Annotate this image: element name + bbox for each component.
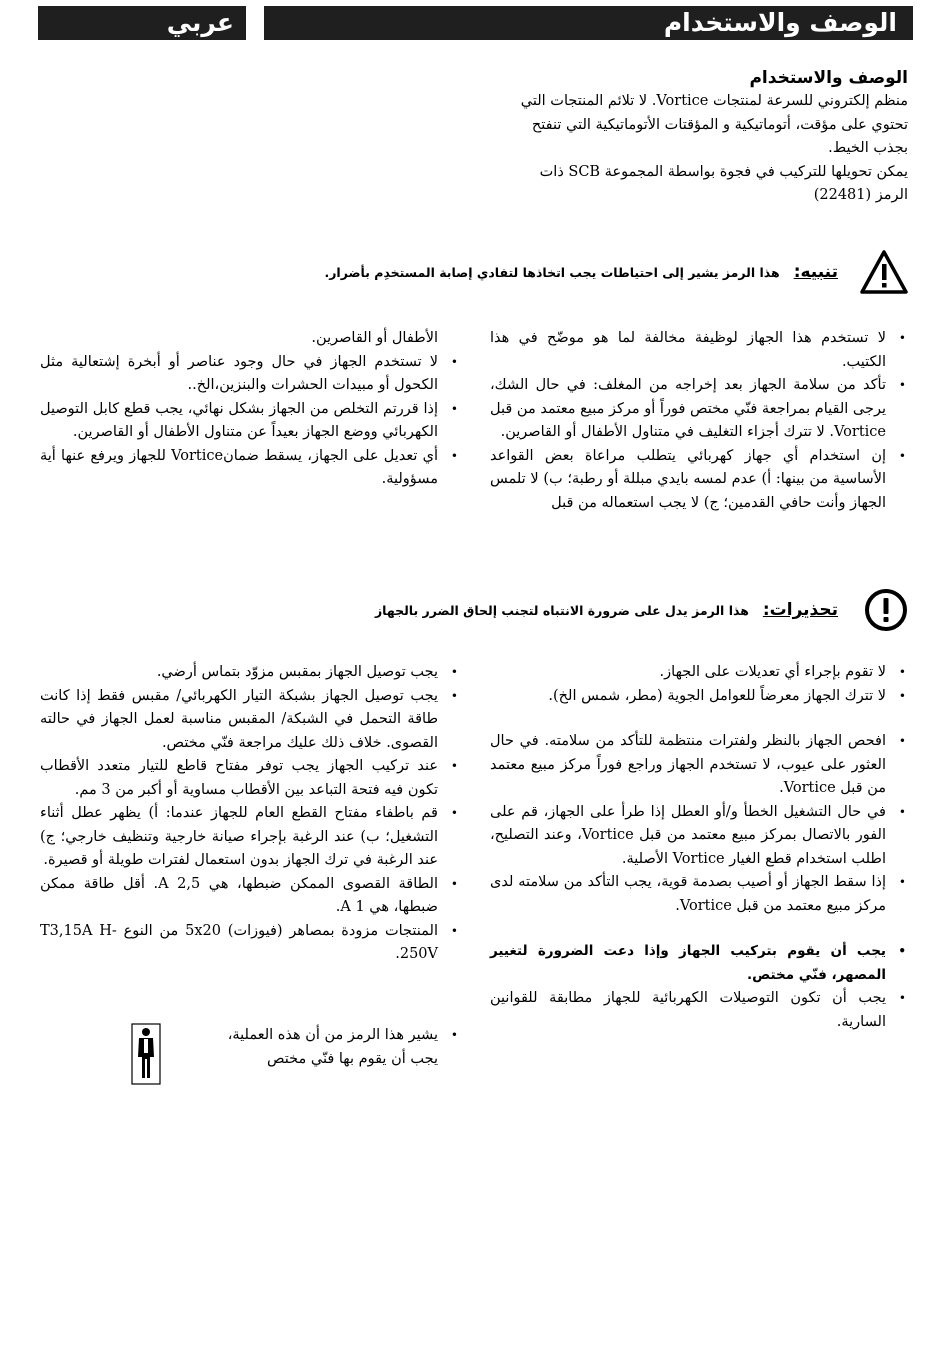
language-label: عربي bbox=[166, 8, 234, 37]
list-item: • لا تستخدم هذا الجهاز لوظيفة مخالفة لما هو موضّح في هذا الكتيب. bbox=[490, 327, 886, 374]
intro-line: بجذب الخيط. bbox=[828, 140, 908, 156]
warning-column-right bbox=[490, 661, 908, 1034]
warning-column-left bbox=[40, 661, 460, 967]
list-item: • لا تقوم بإجراء أي تعديلات على الجهاز. bbox=[490, 661, 886, 685]
intro-title: الوصف والاستخدام bbox=[749, 68, 908, 88]
section-header bbox=[264, 6, 913, 40]
list-item: • افحص الجهاز بالنظر ولفترات منتظمة للتأكد من سلامته. في حال العثور على عيوب، لا تستخدم الجهاز وراجع فوراً مركز مبيع معتمد من قبل Vortice. bbox=[490, 730, 886, 801]
technician-icon bbox=[131, 1023, 161, 1085]
list-item: • يجب توصيل الجهاز بمقبس مزوّد بتماس أرضي. bbox=[40, 661, 438, 685]
warning-line bbox=[375, 600, 838, 620]
list-item: • عند تركيب الجهاز يجب توفر مفتاح قاطع للتيار متعدد الأقطاب تكون فيه فتحة التباعد بين الأقطاب مساوية أو أكبر من 3 مم. bbox=[40, 755, 438, 802]
technician-note-line: • يشير هذا الرمز من أن هذه العملية، bbox=[210, 1024, 438, 1048]
warning-text: هذا الرمز يدل على ضرورة الانتباه لتجنب إلحاق الضرر بالجهاز bbox=[374, 603, 749, 618]
intro-line: تحتوي على مؤقت، أتوماتيكية و المؤقتات الأتوماتيكية التي تنفتح bbox=[531, 116, 908, 133]
list-item: • إن استخدام أي جهاز كهربائي يتطلب مراعاة بعض القواعد الأساسية من بينها: أ) عدم لمسه بايدي مبللة أو رطبة؛ ب) لا تلمس الجهاز وأنت حافي القدمين؛ ج) لا يجب استعماله من قبل bbox=[490, 445, 886, 516]
list-item: • إذا قررتم التخلص من الجهاز بشكل نهائي، يجب قطع كابل التوصيل الكهربائي ووضع الجهاز بعيداً عن متناول الأطفال أو القاصرين. bbox=[40, 398, 438, 445]
warning-label: تحذيرات: bbox=[762, 600, 838, 620]
caution-text: هذا الرمز يشير إلى احتياطات يجب اتخاذها لتفادي إصابة المستخدِم بأضرار. bbox=[324, 265, 780, 280]
list-item: • أي تعديل على الجهاز، يسقط ضمانVortice للجهاز ويرفع عنها أية مسؤولية. bbox=[40, 445, 438, 492]
list-item: • الطاقة القصوى الممكن ضبطها، هي A 2,5. أقل طاقة ممكن ضبطها، هي A 1. bbox=[40, 873, 438, 920]
intro-line: الرمز (22481) bbox=[813, 187, 908, 203]
list-item: الأطفال أو القاصرين. bbox=[311, 330, 438, 346]
list-item: • يجب أن تكون التوصيلات الكهربائية للجهاز مطابقة للقوانين السارية. bbox=[490, 987, 886, 1034]
list-item: • يجب توصيل الجهاز بشبكة التيار الكهربائي/ مقبس فقط إذا كانت طاقة التحمل في الشبكة/ المقبس مناسبة لعمل الجهاز في حالته القصوى. خلاف ذلك عليك مراجعة فنّي مختص. bbox=[40, 685, 438, 756]
list-item: • لا تترك الجهاز معرضاً للعوامل الجوية (مطر، شمس الخ). bbox=[490, 685, 886, 709]
list-item: • قم باطفاء مفتاح القطع العام للجهاز عندما: أ) يظهر عطل أثناء التشغيل؛ ب) عند الرغبة بإجراء صيانة خارجية وتنظيف خارجي؛ ج) عند الرغبة في ترك الجهاز بدون استعمال لفترات طويلة أو قصيرة. bbox=[40, 802, 438, 873]
intro-line: منظم إلكتروني للسرعة لمنتجات Vortice. لا تلائم المنتجات التي bbox=[520, 93, 908, 109]
caution-column-right bbox=[490, 327, 908, 515]
list-item: • تأكد من سلامة الجهاز بعد إخراجه من المغلف: في حال الشك، يرجى القيام بمراجعة فنّي مختص فوراً أو مركز مبيع معتمد من قبل Vortice. لا تترك أجزاء التغليف في متناول الأطفال أو القاصرين. bbox=[490, 374, 886, 445]
caution-label: تنبيه: bbox=[793, 262, 838, 282]
intro-line: يمكن تحويلها للتركيب في فجوة بواسطة المجموعة SCB ذات bbox=[539, 163, 908, 180]
list-item: • في حال التشغيل الخطأ و/أو العطل إذا طرأ على الجهاز، قم على الفور بالاتصال بمركز مبيع معتمد من قبل Vortice، وعند التصليح، اطلب استخدام قطع الغيار Vortice الأصلية. bbox=[490, 801, 886, 872]
intro-block bbox=[438, 66, 908, 208]
technician-note bbox=[210, 1024, 460, 1071]
language-badge bbox=[38, 6, 246, 40]
caution-line bbox=[324, 262, 838, 282]
warning-triangle-icon bbox=[860, 250, 908, 294]
list-item: • المنتجات مزودة بمصاهر (فيوزات) 5x20 من النوع T3,15A H-250V. bbox=[40, 920, 438, 967]
exclamation-circle-icon bbox=[864, 588, 908, 632]
section-title: الوصف والاستخدام bbox=[663, 8, 897, 37]
list-item: • يجب أن يقوم بتركيب الجهاز وإذا دعت الضرورة لتغيير المصهر، فنّي مختص. bbox=[490, 940, 886, 987]
list-item: • لا تستخدم الجهاز في حال وجود عناصر أو أبخرة إشتعالية مثل الكحول أو مبيدات الحشرات والبنزين،الخ.. bbox=[40, 351, 438, 398]
list-item: • إذا سقط الجهاز أو أصيب بصدمة قوية، يجب التأكد من سلامته لدى مركز مبيع معتمد من قبل Vortice. bbox=[490, 871, 886, 918]
caution-column-left bbox=[40, 327, 460, 492]
technician-note-line: يجب أن يقوم بها فنّي مختص bbox=[267, 1050, 438, 1067]
